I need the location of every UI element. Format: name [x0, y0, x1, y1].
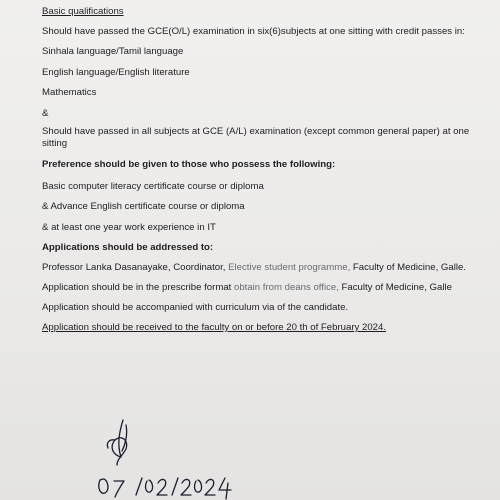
preference-experience: & at least one year work experience in IT	[42, 222, 216, 233]
applications-heading: Applications should be addressed to:	[42, 242, 214, 253]
format-part-office: obtain from deans office,	[233, 282, 339, 293]
basic-qualifications-heading: Basic qualifications	[42, 6, 124, 17]
subject-language: Sinhala language/Tamil language	[42, 46, 184, 57]
ampersand-text: &	[42, 108, 49, 119]
preference-heading: Preference should be given to those who possess the following:	[42, 159, 336, 170]
al-requirement-text: Should have passed in all subjects at GCE (A/L) examination (except common general paper) at one sitting	[42, 126, 470, 149]
curriculum-line: Application should be accompanied with curriculum via of the candidate.	[42, 302, 349, 313]
subject-english: English language/English literature	[42, 67, 190, 78]
ol-requirement-text: Should have passed the GCE(O/L) examination in six(6)subjects at one sitting with credit passes in:	[42, 26, 465, 37]
address-part-programme: Elective student programme,	[228, 262, 351, 273]
subject-maths: Mathematics	[42, 87, 97, 98]
preference-computer: Basic computer literacy certificate course or diploma	[42, 181, 264, 192]
deadline-line: Application should be received to the faculty on or before 20 th of February 2024.	[42, 322, 386, 333]
format-part-faculty: Faculty of Medicine, Galle	[338, 282, 452, 293]
address-part-coordinator: Professor Lanka Dasanayake, Coordinator,	[42, 262, 229, 273]
preference-english: & Advance English certificate course or diploma	[42, 201, 245, 212]
format-line	[42, 282, 492, 294]
handwritten-signature	[95, 415, 235, 500]
address-line	[42, 262, 492, 274]
address-part-faculty: Faculty of Medicine, Galle.	[350, 262, 466, 273]
format-part-intro: Application should be in the prescribe format	[42, 282, 234, 293]
